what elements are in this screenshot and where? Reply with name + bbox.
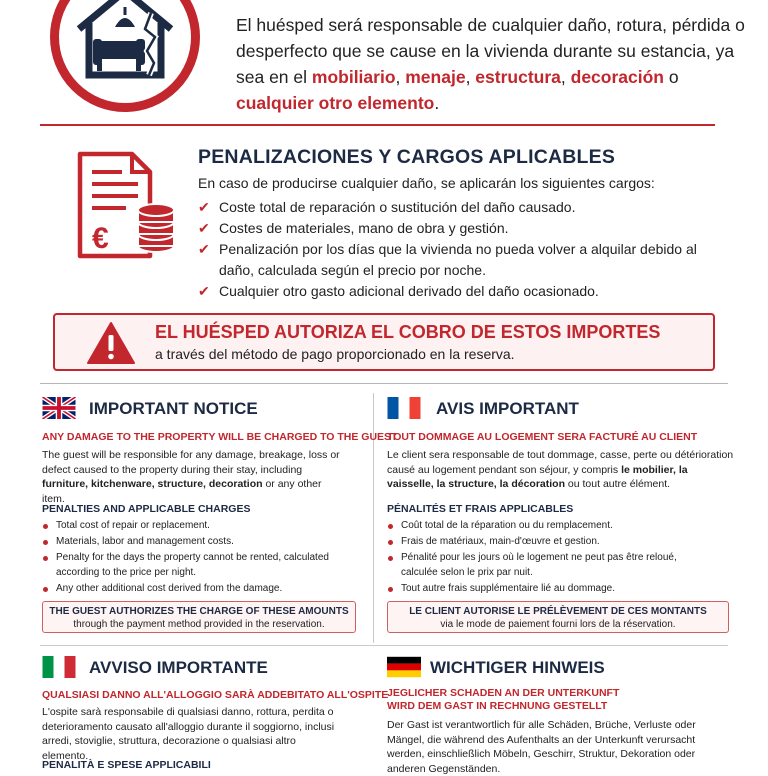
authorization-subtitle: a través del método de pago proporcionado en la reserva. (155, 346, 515, 362)
english-body: The guest will be responsible for any damage, breakage, loss or defect caused to the property during their stay, including furniture, kitchenware, structure, decoration or any other item. (42, 449, 340, 505)
italian-subtitle: QUALSIASI DANNO ALL'ALLOGGIO SARÀ ADDEBITATO ALL'OSPITE (42, 689, 389, 701)
german-subtitle-1: JEGLICHER SCHADEN AN DER UNTERKUNFT (387, 687, 620, 699)
french-subtitle: TOUT DOMMAGE AU LOGEMENT SERA FACTURÉ AU CLIENT (387, 431, 698, 443)
penalties-list (198, 197, 718, 302)
warning-triangle-icon (86, 321, 136, 365)
list-item: Any other additional cost derived from the damage. (42, 582, 342, 597)
italian-body: L'ospite sarà responsabile di qualsiasi danno, rottura, perdita o deterioramento causato all'alloggio durante il soggiorno, inclusi arredi, stoviglie, struttura, decorazione o qualsiasi altro elemento. (42, 706, 335, 762)
germany-flag-icon (387, 656, 421, 678)
french-penalties-title: PÉNALITÉS ET FRAIS APPLICABLES (387, 503, 574, 515)
english-title: IMPORTANT NOTICE (89, 399, 258, 418)
list-item: Materials, labor and management costs. (42, 535, 342, 550)
damaged-house-icon (50, 0, 200, 112)
french-box-title: LE CLIENT AUTORISE LE PRÉLÈVEMENT DE CES MONTANTS (409, 606, 707, 617)
french-body: Le client sera responsable de tout dommage, casse, perte ou détérioration causé au logement pendant son séjour, y compris le mobilier, la vaisselle, la structure, la décoration ou tout autre élément. (387, 449, 734, 490)
banner-text: El huésped será responsable de cualquier daño, rotura, pérdida o desperfecto que se cause en la vivienda durante su estancia, ya sea en el mobiliario, menaje, estructura, decoración o cualquier otro elemento. (236, 15, 745, 113)
penalties-intro: En caso de producirse cualquier daño, se aplicarán los siguientes cargos: (198, 175, 655, 191)
italy-flag-icon (42, 656, 76, 678)
invoice-euro-icon (76, 150, 180, 262)
list-item: Coût total de la réparation ou du remplacement. (387, 519, 697, 534)
list-item: ✔ Coste total de reparación o sustitución del daño causado. (198, 197, 718, 218)
divider (40, 645, 728, 646)
english-authorization-box (42, 601, 356, 633)
french-penalties-list (387, 519, 697, 598)
list-item: Pénalité pour les jours où le logement ne peut pas être reloué, calculée selon le prix par nuit. (387, 551, 697, 580)
french-authorization-box (387, 601, 729, 633)
list-item: Tout autre frais supplémentaire lié au dommage. (387, 582, 697, 597)
list-item: ✔ Costes de materiales, mano de obra y gestión. (198, 218, 718, 239)
english-penalties-title: PENALTIES AND APPLICABLE CHARGES (42, 503, 251, 515)
divider (40, 383, 728, 384)
english-box-title: THE GUEST AUTHORIZES THE CHARGE OF THESE AMOUNTS (49, 606, 349, 617)
divider-red (40, 124, 715, 126)
svg-text:€: € (92, 222, 109, 255)
list-item: ✔ Penalización por los días que la vivienda no pueda volver a alquilar debido al daño, calculada según el precio por noche. (198, 239, 718, 281)
german-title: WICHTIGER HINWEIS (430, 658, 605, 677)
german-subtitle-2: WIRD DEM GAST IN RECHNUNG GESTELLT (387, 700, 608, 712)
penalties-title: PENALIZACIONES Y CARGOS APLICABLES (198, 146, 616, 168)
french-box-subtitle: via le mode de paiement fourni lors de la réservation. (440, 619, 676, 630)
list-item: Penalty for the days the property cannot be rented, calculated according to the price per night. (42, 551, 342, 580)
english-penalties-list (42, 519, 342, 598)
german-body: Der Gast ist verantwortlich für alle Schäden, Brüche, Verluste oder Mängel, die während des Aufenthalts an der Unterkunft verursacht werden, einschließlich Möbeln, Geschirr, Struktur, Dekoration oder anderen Gegenständen. (387, 719, 696, 775)
italian-title: AVVISO IMPORTANTE (89, 658, 268, 677)
list-item: Total cost of repair or replacement. (42, 519, 342, 534)
english-subtitle: ANY DAMAGE TO THE PROPERTY WILL BE CHARGED TO THE GUEST (42, 431, 398, 443)
list-item: ✔ Cualquier otro gasto adicional derivado del daño ocasionado. (198, 281, 718, 302)
italian-penalties-title: PENALITÀ E SPESE APPLICABILI (42, 759, 211, 771)
authorization-title: EL HUÉSPED AUTORIZA EL COBRO DE ESTOS IMPORTES (155, 322, 661, 342)
france-flag-icon (387, 397, 421, 419)
english-box-subtitle: through the payment method provided in the reservation. (73, 619, 325, 630)
list-item: Frais de matériaux, main-d'œuvre et gestion. (387, 535, 697, 550)
french-title: AVIS IMPORTANT (436, 399, 579, 418)
uk-flag-icon (42, 397, 76, 419)
